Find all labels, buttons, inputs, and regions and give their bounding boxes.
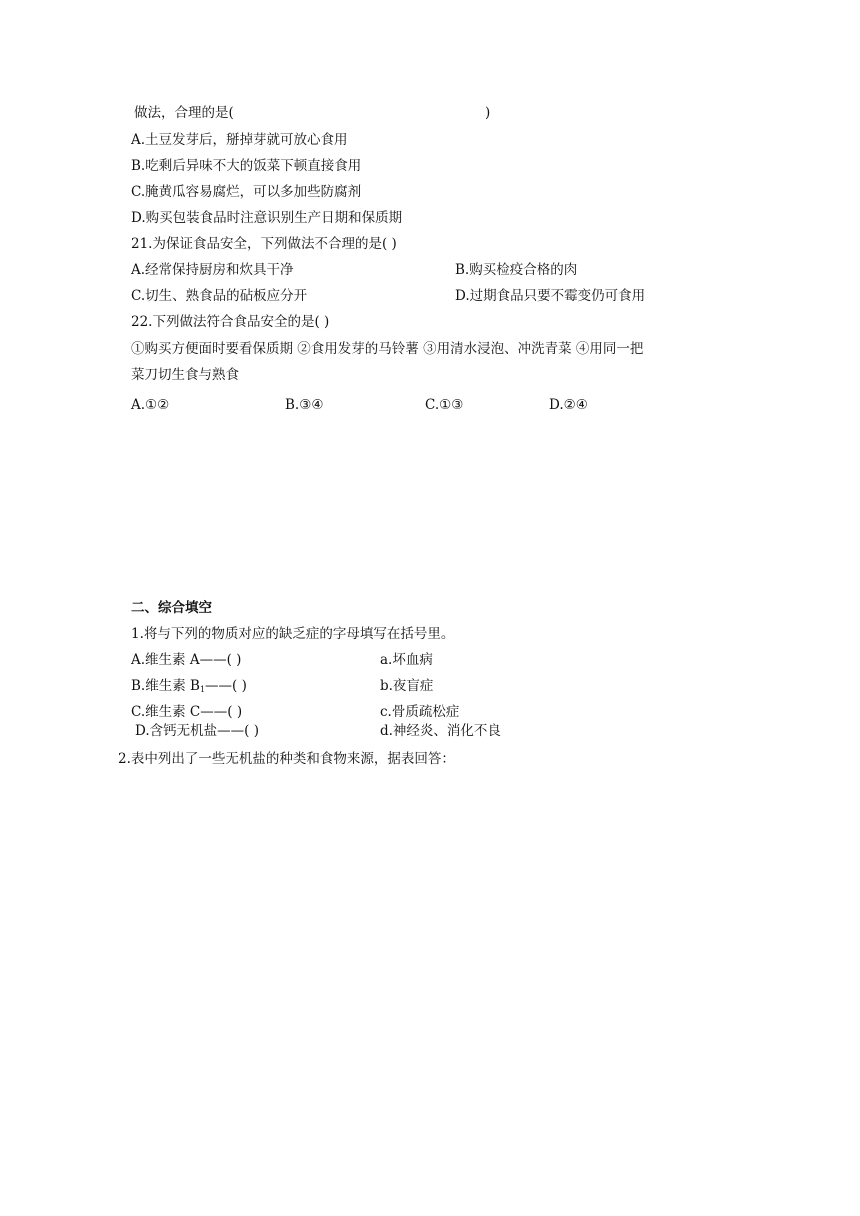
s2-q1-left-b-pre: B.维生素 B	[131, 678, 200, 694]
s2-q1-left-b	[131, 677, 247, 699]
q21-option-d: D.过期食品只要不霉变仍可食用	[455, 288, 646, 304]
q22-option-c: C.①③	[425, 397, 464, 413]
s2-q1-left-b-post: ——( )	[205, 678, 247, 694]
q22-option-b: B.③④	[285, 397, 324, 413]
q22-items-line1: ①购买方便面时要看保质期 ②食用发芽的马铃薯 ③用清水浸泡、冲洗青菜 ④用同一把	[131, 341, 644, 357]
q22-stem: 22.下列做法符合食品安全的是( )	[131, 314, 330, 330]
q20-close-paren: )	[485, 105, 491, 121]
q20-option-d: D.购买包装食品时注意识别生产日期和保质期	[131, 210, 403, 226]
q22-option-a: A.①②	[131, 397, 170, 413]
q22-option-d: D.②④	[549, 397, 588, 413]
s2-q1-right-c: c.骨质疏松症	[380, 704, 460, 720]
q20-option-a: A.土豆发芽后，掰掉芽就可放心食用	[131, 132, 348, 148]
s2-q2-stem: 2.表中列出了一些无机盐的种类和食物来源，据表回答：	[118, 751, 455, 767]
s2-q1-left-c: C.维生素 C——( )	[131, 704, 243, 720]
q22-items-line2: 菜刀切生食与熟食	[131, 367, 239, 383]
q20-option-c: C.腌黄瓜容易腐烂，可以多加些防腐剂	[131, 184, 362, 200]
q21-stem: 21.为保证食品安全，下列做法不合理的是( )	[131, 236, 397, 252]
section-title: 二、综合填空	[131, 600, 212, 616]
s2-q1-right-d: d.神经炎、消化不良	[380, 723, 501, 739]
q20-stem-tail: 做法，合理的是(	[134, 105, 234, 121]
q21-option-c: C.切生、熟食品的砧板应分开	[131, 288, 308, 304]
q21-option-b: B.购买检疫合格的肉	[455, 262, 578, 278]
q21-option-a: A.经常保持厨房和炊具干净	[131, 262, 294, 278]
s2-q1-left-b-sub: 1	[199, 685, 206, 694]
s2-q1-right-b: b.夜盲症	[380, 678, 434, 694]
s2-q1-left-a: A.维生素 A——( )	[131, 652, 242, 668]
q20-option-b: B.吃剩后异味不大的饭菜下顿直接食用	[131, 158, 362, 174]
s2-q1-stem: 1.将与下列的物质对应的缺乏症的字母填写在括号里。	[131, 626, 455, 642]
s2-q1-right-a: a.坏血病	[380, 652, 433, 668]
s2-q1-left-d: D.含钙无机盐——( )	[135, 723, 259, 739]
